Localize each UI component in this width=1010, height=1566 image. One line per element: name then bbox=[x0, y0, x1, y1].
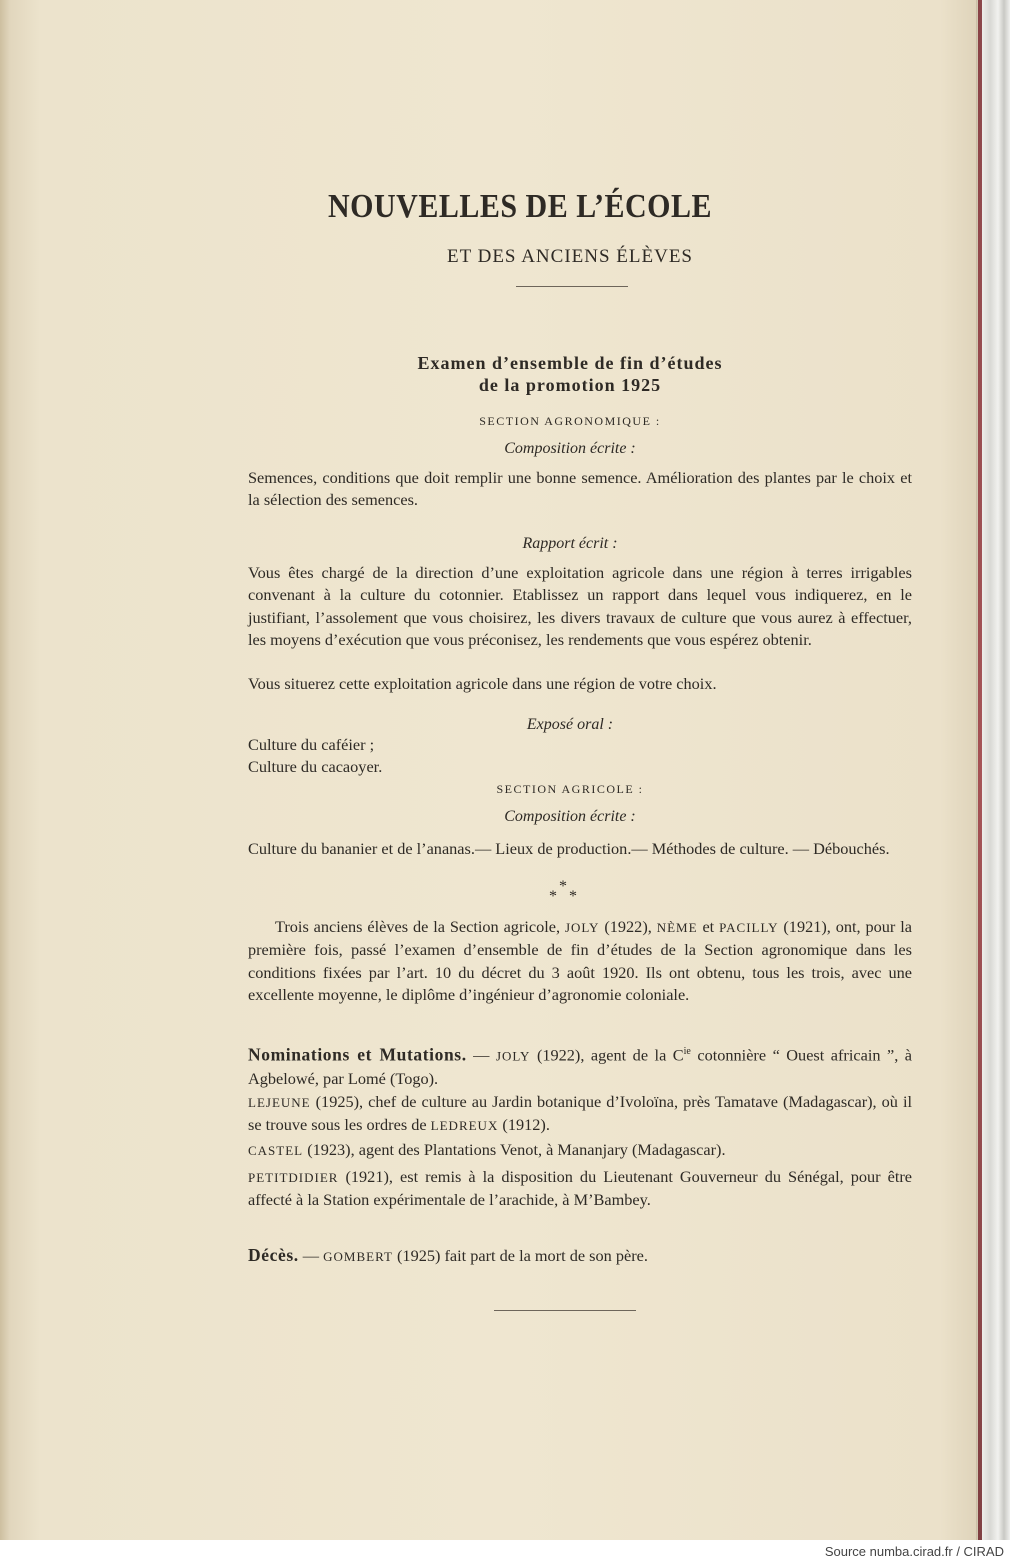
text-run: (1925), chef de culture au Jardin botanique d’Ivoloïna, près Tamatave (Madagascar), où il se trouve sous les ordres de bbox=[248, 1092, 912, 1135]
text-run: (1922), agent de la C bbox=[530, 1045, 684, 1065]
name-castel: CASTEL bbox=[248, 1143, 304, 1158]
text-run: (1922), bbox=[599, 917, 657, 936]
source-credit: Source numba.cirad.fr / CIRAD bbox=[824, 1544, 1004, 1559]
name-ledreux: LEDREUX bbox=[430, 1118, 499, 1134]
nomination-petitdidier bbox=[248, 1166, 912, 1212]
section-agricole-label: SECTION AGRICOLE : bbox=[496, 782, 644, 796]
name-pacilly: PACILLY bbox=[719, 920, 779, 935]
asterism bbox=[545, 878, 585, 908]
title-divider bbox=[516, 286, 628, 287]
exam-heading-line2: de la promotion 1925 bbox=[478, 375, 662, 395]
asterism-star-right: * bbox=[569, 888, 577, 905]
name-joly-2: JOLY bbox=[495, 1048, 531, 1064]
binding-edge bbox=[978, 0, 982, 1540]
deces-paragraph bbox=[248, 1245, 648, 1266]
text-run: — bbox=[466, 1045, 496, 1065]
end-divider bbox=[494, 1310, 636, 1311]
superscript: ie bbox=[683, 1046, 691, 1057]
text-run: et bbox=[697, 917, 720, 936]
text-run: (1921), ont, pour la première fois, passé l’examen d’ensemble de fin d’études de la Section agronomique dans les conditions fixées par l’art. 10 du décret du 3 août 1920. Ils ont obtenu, tous les trois, avec une excellente moyenne, le diplôme d’ingénieur d’agronomie coloniale. bbox=[248, 917, 912, 1004]
text-run: (1923), agent des Plantations Venot, à Mananjary (Madagascar). bbox=[303, 1140, 726, 1159]
deces-heading: Décès. bbox=[248, 1245, 299, 1265]
text-run: — bbox=[298, 1246, 324, 1265]
text-run: cotonnière “ Ouest africain ”, à Agbelowé, par Lomé (Togo). bbox=[248, 1045, 913, 1088]
name-lejeune: LEJEUNE bbox=[248, 1095, 311, 1110]
composition-ecrite-label: Composition écrite : bbox=[504, 440, 636, 457]
nominations-heading: Nominations et Mutations. bbox=[248, 1044, 467, 1065]
section-agronomique-label: SECTION AGRONOMIQUE : bbox=[479, 414, 661, 428]
asterism-star-top: * bbox=[559, 878, 567, 895]
page-title: NOUVELLES DE L’ÉCOLE bbox=[327, 187, 712, 225]
rapport-ecrit-text-2: Vous situerez cette exploitation agricole dans une région de votre choix. bbox=[248, 674, 717, 693]
text-run: Trois anciens élèves de la Section agricole, bbox=[275, 917, 565, 936]
composition-agricole-text: Culture du bananier et de l’ananas.— Lieux de production.— Méthodes de culture. — Débouchés. bbox=[248, 839, 890, 858]
anciens-eleves-paragraph bbox=[248, 916, 912, 1006]
name-petitdidier: PETITDIDIER bbox=[248, 1170, 339, 1185]
name-joly: JOLY bbox=[564, 920, 600, 935]
expose-oral-label: Exposé oral : bbox=[526, 716, 614, 733]
rapport-ecrit-text: Vous êtes chargé de la direction d’une exploitation agricole dans une région à terres irrigables convenant à la culture du cotonnier. Etablissez un rapport dans lequel vous indiquerez, en le justifiant, l’assolement que vous choisirez, les divers travaux de culture que vous aurez à effectuer, les moyens d’exécution que vous préconisez, les rendements que vous espérez obtenir. bbox=[248, 563, 912, 649]
text-run: (1925) fait part de la mort de son père. bbox=[392, 1246, 648, 1265]
nomination-lejeune bbox=[248, 1091, 912, 1138]
exam-heading-line1: Examen d’ensemble de fin d’études bbox=[417, 353, 723, 373]
oral-item-2: Culture du cacaoyer. bbox=[248, 757, 383, 776]
page-subtitle: ET DES ANCIENS ÉLÈVES bbox=[446, 246, 693, 267]
composition-ecrite-agricole-label: Composition écrite : bbox=[504, 808, 636, 825]
name-gombert: GOMBERT bbox=[323, 1249, 393, 1264]
text-run: (1912). bbox=[498, 1115, 550, 1135]
composition-ecrite-text: Semences, conditions que doit remplir une bonne semence. Amélioration des plantes par le choix et la sélection des semences. bbox=[248, 468, 912, 510]
text-run: (1921), est remis à la disposition du Lieutenant Gouverneur du Sénégal, pour être affecté à la Station expérimentale de l’arachide, à M’Bambey. bbox=[248, 1167, 912, 1210]
nominations-paragraph bbox=[248, 1041, 912, 1090]
rapport-ecrit-label: Rapport écrit : bbox=[522, 535, 618, 552]
nomination-castel bbox=[248, 1139, 912, 1162]
name-neme: NÈME bbox=[656, 920, 698, 935]
oral-item-1: Culture du caféier ; bbox=[248, 735, 375, 754]
asterism-star-left: * bbox=[549, 888, 557, 905]
